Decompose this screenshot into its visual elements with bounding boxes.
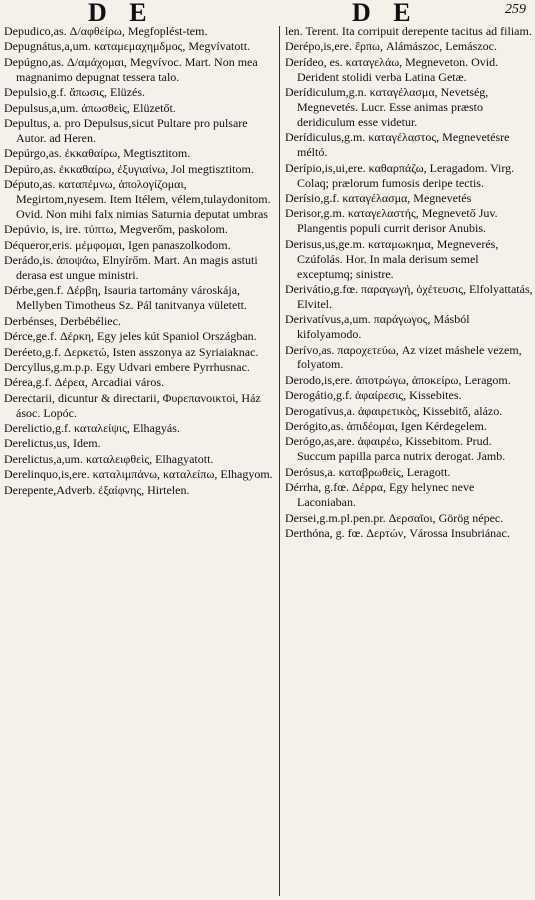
dictionary-entry: Derídeo, es. καταγελάω, Megneveton. Ovid. Derident stolidi verba Latina Getæ.	[285, 54, 499, 84]
dictionary-entry: Dérea,g.f. Δέρεα, Arcadiai város.	[4, 375, 165, 390]
dictionary-entry: Derípio,is,ui,ere. καθαρπάζω, Leragadom. Virg. Colaq; prælorum fumosis deripe tectis.	[285, 160, 515, 190]
dictionary-entry: Derelinquo,is,ere. καταλιμπάνω, καταλείπω, Elhagyom.	[4, 467, 273, 482]
dictionary-entry: Dérce,ge.f. Δέρκη, Egy jeles kút Spaniol Országban.	[4, 329, 257, 344]
dictionary-entry: Derósus,a. καταβρωθεὶς, Leragott.	[285, 464, 451, 479]
dictionary-entry: Deréeto,g.f. Δερκετώ, Isten asszonya az Syriaiaknac.	[4, 344, 259, 359]
header-left-letters: D E	[88, 0, 155, 27]
dictionary-entry: Derthóna, g. fœ. Δερτών, Várossa Insubriánac.	[285, 525, 510, 540]
dictionary-entry: Derogátio,g.f. ἀφαίρεσις, Kissebites.	[285, 388, 462, 403]
dictionary-entry: Derodo,is,ere. ἀποτρώγω, ἀποκείρω, Leragom.	[285, 372, 511, 387]
dictionary-entry: Députo,as. καταπέμνω, ἀπολογίζομαι, Megirtom,nyesem. Item Itélem, vélem,tulaydonitom. Ovid. Non mihi falx nimias Saturnia deputat umbras	[4, 177, 271, 221]
dictionary-entry: Derogatívus,a. ἀφαιρετικὸς, Kissebitő, alázo.	[285, 403, 503, 418]
dictionary-entry: Dersei,g.m.pl.pen.pr. Δερσαῖοι, Görög népec.	[285, 510, 504, 525]
page-header	[0, 0, 535, 27]
dictionary-entry: Derádo,is. ἀποψάω, Elnyírőm. Mart. An magis astuti derasa est ungue ministri.	[4, 253, 258, 282]
dictionary-entry: Derelictus,us, Idem.	[4, 436, 101, 451]
dictionary-entry: Depultus, a. pro Depulsus,sicut Pultare pro pulsare Autor. ad Heren.	[4, 115, 248, 145]
dictionary-entry: Depúgno,as. Δ/αμάχομαι, Megvívoc. Mart. Non mea magnanimo depugnat tessera talo.	[4, 54, 258, 84]
dictionary-entry: Déqueror,eris. μέμφομαι, Igen panaszolkodom.	[4, 237, 231, 252]
header-right-letters: D E	[352, 0, 419, 27]
page-number: 259	[505, 2, 526, 17]
dictionary-entry: Derísio,g.f. καταγέλασμα, Megnevetés	[285, 190, 472, 205]
dictionary-entry: Dérbe,gen.f. Δέρβη, Isauria tartomány városkája, Mellyben Timotheus Sz. Pál tanitvanya vületett.	[4, 283, 247, 313]
dictionary-entry: Derisor,g.m. καταγελαστής, Megnevető Juv. Plangentis populi currit derisor Anubis.	[285, 206, 498, 236]
dictionary-entry: Derepente,Adverb. ἐξαίφνης, Hirtelen.	[4, 482, 190, 497]
dictionary-entry: Derívo,as. παροχετεύω, Az vizet máshele vezem, folyatom.	[285, 342, 522, 372]
dictionary-entry: Dérrha, g.fœ. Δέρρα, Egy helynec neve Laconiaban.	[285, 480, 475, 510]
dictionary-entry: Depúvio, is, ire. τύπτω, Megverőm, paskolom.	[4, 222, 228, 237]
dictionary-entry: Derelictio,g.f. καταλείψις, Elhagyás.	[4, 421, 180, 436]
dictionary-entry: len. Terent. Ita corripuit derepente tacitus ad filiam.	[285, 24, 532, 38]
dictionary-entry: Derógo,as,are. ἀφαιρέω, Kissebitom. Prud. Succum papilla parca nutrix derogat. Jamb.	[285, 434, 506, 464]
dictionary-entry: Depulsus,a,um. ἀπωσθεὶς, Elüzetőt.	[4, 100, 176, 115]
dictionary-entry: Derivatívus,a,um. παράγωγος, Másból kifolyamodo.	[285, 312, 470, 342]
dictionary-entry: Depugnátus,a,um. καταμεμαχημδμος, Megvívatott.	[4, 39, 251, 54]
dictionary-entry: Dercyllus,g.m.p.p. Egy Udvari embere Pyrrhusnac.	[4, 359, 250, 374]
dictionary-entry: Derídiculum,g.n. καταγέλασμα, Nevetség, Megnevetés. Lucr. Esse animas præsto deridiculum esse videtur.	[285, 85, 489, 129]
dictionary-entry: Derídiculus,g.m. καταγέλαστος, Megnevetésre méltó.	[285, 130, 510, 160]
dictionary-entry: Derectarii, dicuntur & directarii, Φυρεπανοικτοὶ, Ház ásoc. Lopóc.	[4, 390, 261, 420]
dictionary-entry: Depúro,as. ἐκκαθαίρω, ἐξυγιαίνω, Jol megtisztitom.	[4, 161, 254, 176]
left-column	[4, 24, 274, 498]
dictionary-entry: Depulsio,g.f. ἄπωσις, Elüzés.	[4, 85, 146, 100]
dictionary-entry: Derépo,is,ere. ἕρπω, Alámászoc, Lemászoc.	[285, 39, 497, 54]
right-column	[285, 24, 533, 541]
dictionary-entry: Derbénses, Derbébéliec.	[4, 313, 121, 328]
dictionary-entry: Depudico,as. Δ/αφθείρω, Megfoplést-tem.	[4, 24, 208, 38]
dictionary-entry: Depúrgo,as. ἐκκαθαίρω, Megtisztitom.	[4, 146, 191, 161]
column-divider	[279, 26, 280, 896]
dictionary-entry: Derelictus,a,um. καταλειφθεὶς, Elhagyatott.	[4, 451, 214, 466]
dictionary-entry: Derisus,us,ge.m. καταμωκημα, Megneverés, Czúfolás. Hor. In mala derisum semel exceptumq; sinistre.	[285, 236, 499, 281]
dictionary-entry: Derivátio,g.fœ. παραγωγή, ὀχέτευσις, Elfolyattatás, Elvitel.	[285, 281, 533, 311]
dictionary-entry: Derógito,as. ἀπιδέομαι, Igen Kérdegelem.	[285, 419, 487, 434]
